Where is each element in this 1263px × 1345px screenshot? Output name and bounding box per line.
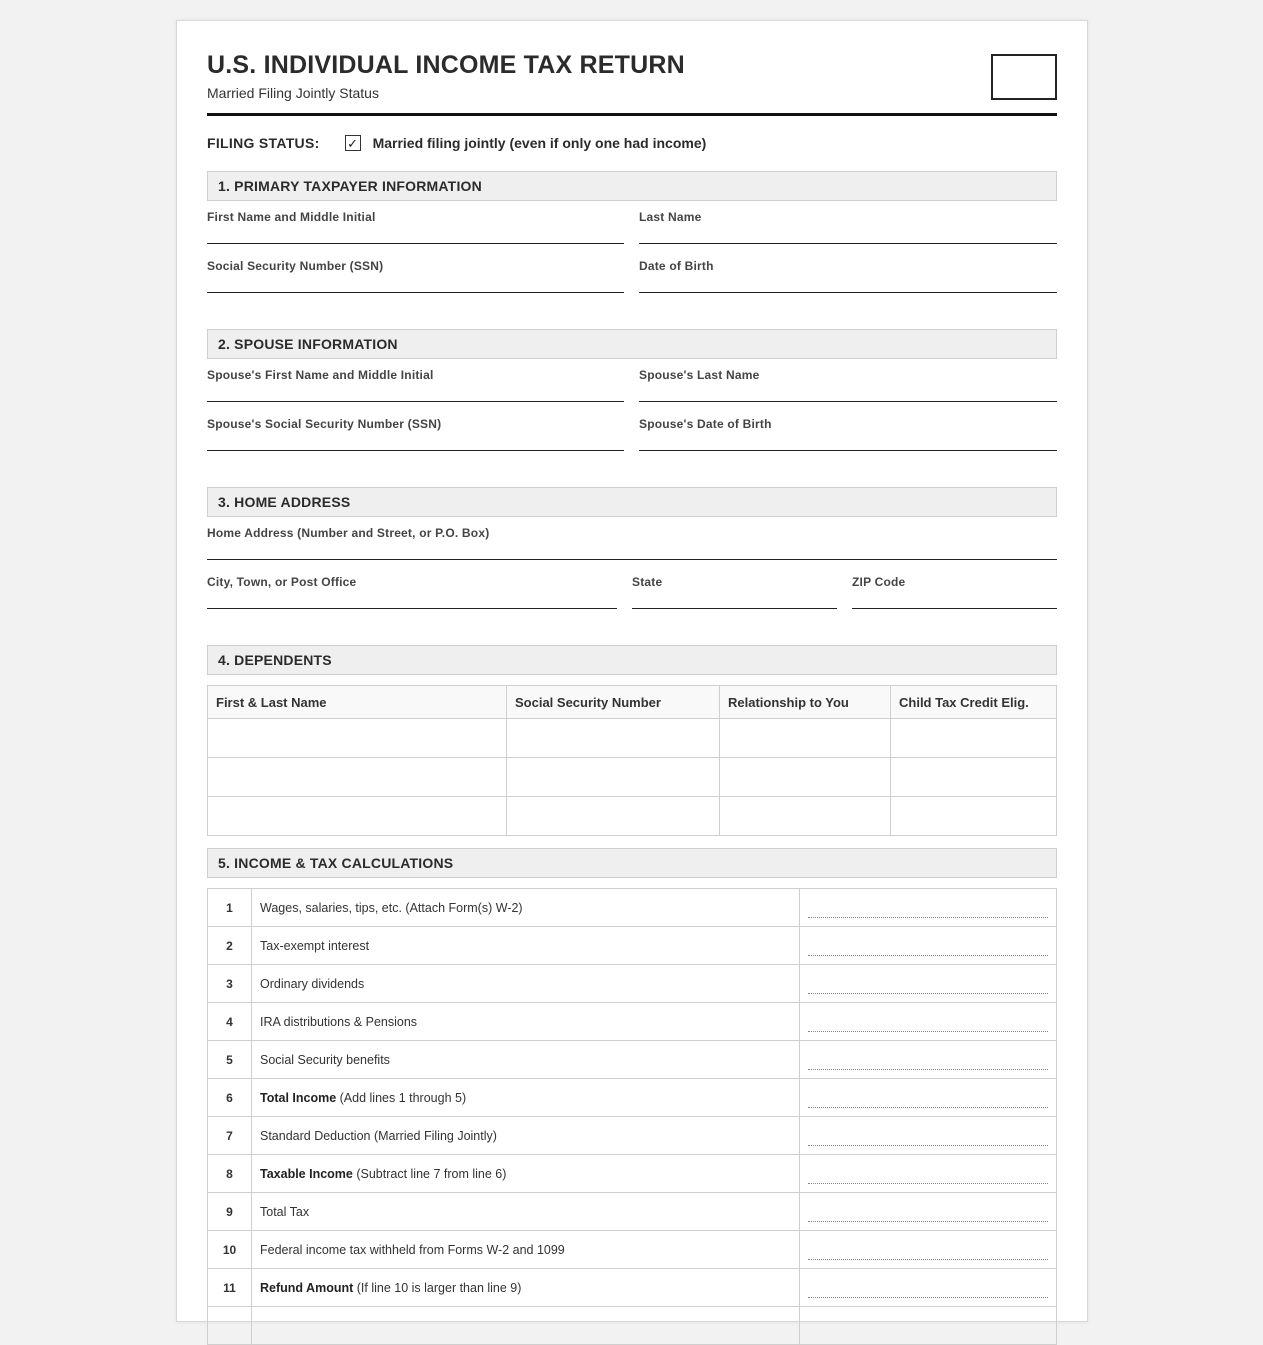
line-amount-field[interactable] (800, 1155, 1057, 1193)
line-amount-field[interactable] (800, 1117, 1057, 1155)
line-number (208, 1307, 252, 1345)
line-number: 10 (208, 1231, 252, 1269)
field-label: Date of Birth (639, 259, 714, 273)
dependent-ssn-cell[interactable] (507, 719, 720, 758)
dependent-ssn-cell[interactable] (507, 758, 720, 797)
line-amount-field[interactable] (800, 1269, 1057, 1307)
field-label: Last Name (639, 210, 702, 224)
street-address-field[interactable] (207, 526, 1057, 560)
amount-dotted-line (808, 1145, 1048, 1146)
line-description (252, 889, 800, 927)
spouse-last-name-field[interactable] (639, 368, 1057, 402)
city-field[interactable] (207, 575, 617, 609)
income-line-row (208, 1003, 1057, 1041)
amount-dotted-line (808, 1031, 1048, 1032)
line-description (252, 927, 800, 965)
field-label: Spouse's Date of Birth (639, 417, 772, 431)
line-description (252, 1193, 800, 1231)
line-number: 11 (208, 1269, 252, 1307)
dependent-relationship-cell[interactable] (720, 719, 891, 758)
field-label: City, Town, or Post Office (207, 575, 357, 589)
income-line-row (208, 1307, 1057, 1345)
line-description-bold: Refund Amount (260, 1280, 354, 1295)
amount-dotted-line (808, 1069, 1048, 1070)
income-line-row (208, 1231, 1057, 1269)
line-number: 9 (208, 1193, 252, 1231)
corner-box (991, 54, 1057, 100)
field-label: ZIP Code (852, 575, 906, 589)
section-primary-heading: 1. PRIMARY TAXPAYER INFORMATION (207, 171, 1057, 201)
line-description (252, 1307, 800, 1345)
spouse-first-name-field[interactable] (207, 368, 624, 402)
amount-dotted-line (808, 993, 1048, 994)
state-field[interactable] (632, 575, 837, 609)
income-line-row (208, 1041, 1057, 1079)
dependent-credit-cell[interactable] (891, 719, 1057, 758)
married-jointly-checkbox[interactable]: ✓ (345, 135, 361, 151)
dependent-name-cell[interactable] (208, 719, 507, 758)
col-name-header: First & Last Name (208, 686, 507, 719)
form-header (207, 21, 1057, 116)
line-amount-field[interactable] (800, 1307, 1057, 1345)
table-row (208, 797, 1057, 836)
col-ssn-header: Social Security Number (507, 686, 720, 719)
primary-ssn-field[interactable] (207, 259, 624, 293)
dependent-relationship-cell[interactable] (720, 758, 891, 797)
dependent-credit-cell[interactable] (891, 758, 1057, 797)
tax-form-page (176, 20, 1088, 1322)
line-description (252, 1231, 800, 1269)
primary-dob-field[interactable] (639, 259, 1057, 293)
amount-dotted-line (808, 955, 1048, 956)
field-label: Home Address (Number and Street, or P.O. Box) (207, 526, 490, 540)
line-number: 7 (208, 1117, 252, 1155)
line-number: 1 (208, 889, 252, 927)
line-description-text: Total Tax (260, 1204, 310, 1219)
line-description-text: Ordinary dividends (260, 976, 365, 991)
line-amount-field[interactable] (800, 1041, 1057, 1079)
line-description (252, 1041, 800, 1079)
line-description-text: (Subtract line 7 from line 6) (352, 1166, 507, 1181)
zip-field[interactable] (852, 575, 1057, 609)
form-title: U.S. INDIVIDUAL INCOME TAX RETURN (207, 51, 685, 79)
line-amount-field[interactable] (800, 1079, 1057, 1117)
line-description-bold: Taxable Income (260, 1166, 353, 1181)
income-table (207, 888, 1057, 1345)
line-description-text: Social Security benefits (260, 1052, 390, 1067)
income-line-row (208, 1117, 1057, 1155)
table-row (208, 758, 1057, 797)
line-description (252, 1117, 800, 1155)
income-line-row (208, 927, 1057, 965)
primary-first-name-field[interactable] (207, 210, 624, 244)
income-line-row (208, 889, 1057, 927)
filing-status-label: FILING STATUS: (207, 135, 320, 151)
income-line-row (208, 1155, 1057, 1193)
line-description-bold: Total Income (260, 1090, 337, 1105)
dependent-ssn-cell[interactable] (507, 797, 720, 836)
dependent-name-cell[interactable] (208, 797, 507, 836)
filing-status-row (207, 132, 706, 154)
line-description (252, 1155, 800, 1193)
line-description-text: (Add lines 1 through 5) (336, 1090, 467, 1105)
line-number: 8 (208, 1155, 252, 1193)
section-address-heading: 3. HOME ADDRESS (207, 487, 1057, 517)
form-content (207, 21, 1057, 1295)
col-credit-header: Child Tax Credit Elig. (891, 686, 1057, 719)
table-row (208, 719, 1057, 758)
spouse-ssn-field[interactable] (207, 417, 624, 451)
line-description (252, 965, 800, 1003)
dependents-table (207, 685, 1057, 836)
line-number: 3 (208, 965, 252, 1003)
dependents-header-row (208, 686, 1057, 719)
form-subtitle: Married Filing Jointly Status (207, 85, 379, 101)
amount-dotted-line (808, 1107, 1048, 1108)
amount-dotted-line (808, 1259, 1048, 1260)
married-jointly-label: Married filing jointly (even if only one had income) (372, 135, 707, 151)
line-number: 5 (208, 1041, 252, 1079)
line-description-text: Standard Deduction (Married Filing Jointly) (260, 1128, 497, 1143)
dependent-relationship-cell[interactable] (720, 797, 891, 836)
section-income-heading: 5. INCOME & TAX CALCULATIONS (207, 848, 1057, 878)
line-number: 6 (208, 1079, 252, 1117)
section-spouse-heading: 2. SPOUSE INFORMATION (207, 329, 1057, 359)
primary-last-name-field[interactable] (639, 210, 1057, 244)
income-line-row (208, 1079, 1057, 1117)
section-dependents-heading: 4. DEPENDENTS (207, 645, 1057, 675)
amount-dotted-line (808, 917, 1048, 918)
field-label: First Name and Middle Initial (207, 210, 376, 224)
line-number: 4 (208, 1003, 252, 1041)
income-line-row (208, 1269, 1057, 1307)
amount-dotted-line (808, 1297, 1048, 1298)
line-description (252, 1079, 800, 1117)
line-amount-field[interactable] (800, 1193, 1057, 1231)
line-amount-field[interactable] (800, 1231, 1057, 1269)
field-label: Spouse's First Name and Middle Initial (207, 368, 434, 382)
line-description-text: Federal income tax withheld from Forms W-2 and 1099 (260, 1242, 565, 1257)
spouse-dob-field[interactable] (639, 417, 1057, 451)
income-line-row (208, 1193, 1057, 1231)
line-description-text: IRA distributions & Pensions (260, 1014, 418, 1029)
dependent-name-cell[interactable] (208, 758, 507, 797)
line-description-text: Wages, salaries, tips, etc. (Attach Form(s) W-2) (260, 900, 523, 915)
field-label: State (632, 575, 663, 589)
dependent-credit-cell[interactable] (891, 797, 1057, 836)
col-relationship-header: Relationship to You (720, 686, 891, 719)
line-description-text: (If line 10 is larger than line 9) (353, 1280, 522, 1295)
line-description-text: Tax-exempt interest (260, 938, 370, 953)
line-description (252, 1269, 800, 1307)
line-amount-field[interactable] (800, 965, 1057, 1003)
field-label: Social Security Number (SSN) (207, 259, 384, 273)
amount-dotted-line (808, 1221, 1048, 1222)
amount-dotted-line (808, 1183, 1048, 1184)
line-amount-field[interactable] (800, 889, 1057, 927)
line-amount-field[interactable] (800, 927, 1057, 965)
line-description (252, 1003, 800, 1041)
field-label: Spouse's Social Security Number (SSN) (207, 417, 442, 431)
income-line-row (208, 965, 1057, 1003)
field-label: Spouse's Last Name (639, 368, 760, 382)
line-number: 2 (208, 927, 252, 965)
line-amount-field[interactable] (800, 1003, 1057, 1041)
